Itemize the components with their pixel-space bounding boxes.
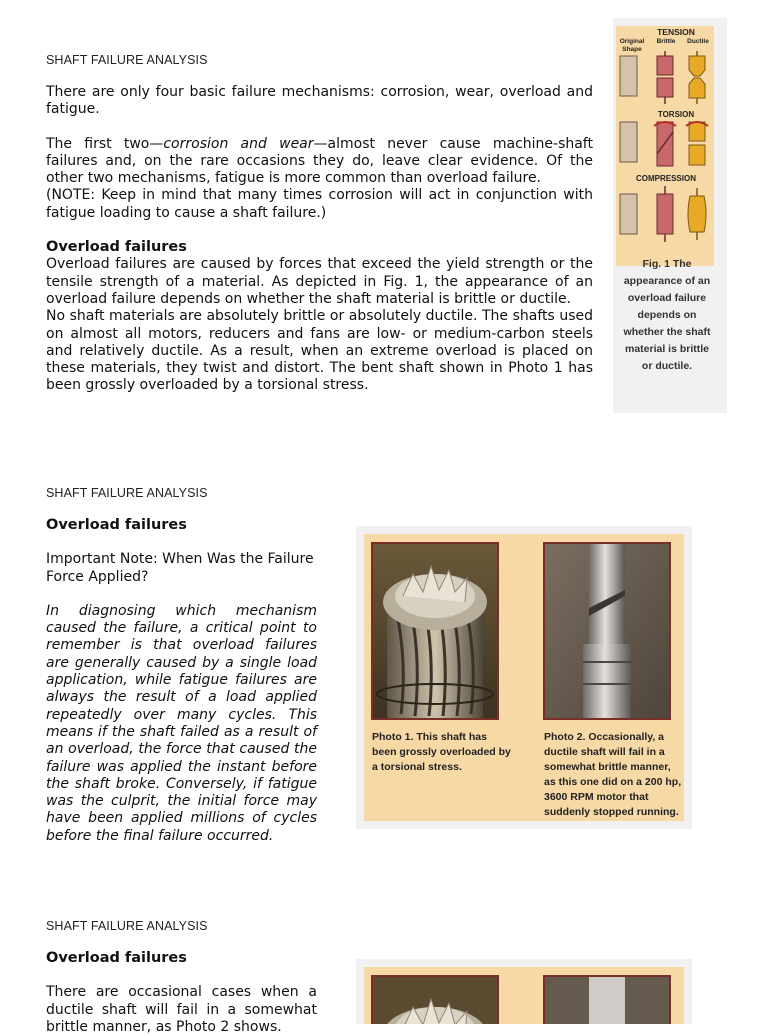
emphasis-corrosion-wear: corrosion and wear (163, 135, 314, 152)
photo-2-image (543, 975, 671, 1024)
compression-brittle (657, 194, 673, 234)
tension-ductile-top (689, 56, 705, 76)
page-header: SHAFT FAILURE ANALYSIS (46, 486, 208, 500)
compression-original-shape (620, 194, 637, 234)
tension-brittle-bottom (657, 78, 673, 97)
section3-text (46, 950, 317, 1036)
section2-text (46, 517, 317, 845)
torsion-ductile-bottom (689, 145, 705, 165)
failure-shapes-drawing (616, 26, 714, 266)
photo-1-image (371, 975, 499, 1024)
tension-brittle-top (657, 56, 673, 75)
tension-original-shape (620, 56, 637, 96)
important-note-title: Important Note: When Was the Failure Force Applied? (46, 551, 314, 585)
paragraph-first-two: The first two—corrosion and wear—almost never cause machine-shaft failures and, on the rare occasions they do, leave clear evidence. Of the other two mechanisms, fatigue is more common than overload failure. (46, 135, 593, 187)
figure-1-caption: Fig. 1 The appearance of an overload failure depends on whether the shaft material is brittle or ductile. (623, 258, 711, 372)
heading-overload-failures: Overload failures (46, 950, 187, 966)
label-ductile: Ductile (687, 38, 709, 45)
paragraph-note: (NOTE: Keep in mind that many times corrosion will act in conjunction with fatigue loading to cause a shaft failure.) (46, 187, 593, 221)
paragraph-overload-definition: Overload failures are caused by forces that exceed the yield strength or the tensile strength of a material. As depicted in Fig. 1, the appearance of an overload failure depends on whether the shaft material is brittle or ductile. (46, 256, 593, 307)
torsion-original-shape (620, 122, 637, 162)
page-header: SHAFT FAILURE ANALYSIS (46, 53, 208, 67)
label-shape: Shape (622, 46, 642, 53)
photo-2-caption: Photo 2. Occasionally, a ductile shaft will fail in a somewhat brittle manner, as this one did on a 200 hp, 3600 RPM motor that suddenly stopped running. (544, 731, 682, 818)
label-torsion: TORSION (657, 110, 695, 119)
page-header: SHAFT FAILURE ANALYSIS (46, 919, 208, 933)
photos-panel (356, 526, 692, 829)
photos-panel-repeat (356, 959, 692, 1024)
photo-1-image (371, 542, 499, 720)
paragraph-diagnosing: In diagnosing which mechanism caused the failure, a critical point to remember is that overload failures are generally caused by a single load application, while fatigue failures are always the result of a load applied repeatedly over many cycles. This means if the shaft failed as a result of an overload, the force that caused the failure was applied the instant before the shaft broke. Conversely, if fatigue was the culprit, the initial force may have been applied millions of cycles before the final failure occurred. (46, 602, 317, 844)
section1-text (46, 84, 593, 395)
torsion-ductile-top (689, 122, 705, 141)
paragraph-four-mechanisms: There are only four basic failure mechanisms: corrosion, wear, overload and fatigue. (46, 84, 593, 118)
photo-1-caption: Photo 1. This shaft has been grossly overloaded by a torsional stress. (372, 731, 511, 773)
compression-ductile (688, 196, 706, 232)
photo-2-image (543, 542, 671, 720)
tension-ductile-bottom (689, 78, 705, 98)
figure-1-diagram (616, 26, 714, 266)
paragraph-ductile-shafts: No shaft materials are absolutely brittle or absolutely ductile. The shafts used on almost all motors, reducers and fans are low- or medium-carbon steels and relatively ductile. As a result, when an extreme overload is placed on these materials, they twist and distort. The bent shaft shown in Photo 1 has been grossly overloaded by a torsional stress. (46, 308, 593, 394)
heading-overload-failures: Overload failures (46, 239, 187, 256)
figure-1 (613, 18, 727, 413)
label-compression: COMPRESSION (635, 174, 696, 183)
heading-overload-failures: Overload failures (46, 517, 187, 533)
label-original: Original (619, 38, 645, 45)
label-tension: TENSION (657, 27, 695, 37)
label-brittle: Brittle (656, 38, 676, 45)
paragraph-occasional-cases: There are occasional cases when a ductile shaft will fail in a somewhat brittle manner, as Photo 2 shows. (46, 984, 317, 1035)
